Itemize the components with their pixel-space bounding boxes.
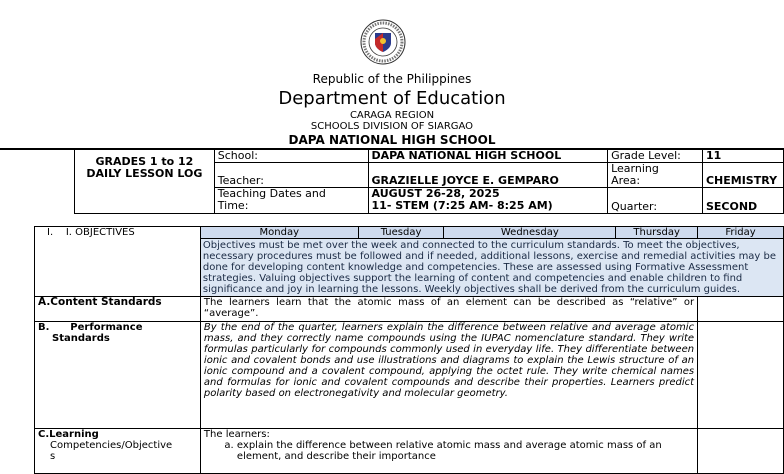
deped-seal-logo xyxy=(360,19,406,65)
dates-label xyxy=(214,188,368,214)
competencies-text xyxy=(200,429,697,474)
content-standards-label: A.Content Standards xyxy=(35,297,201,322)
school-value: DAPA NATIONAL HIGH SCHOOL xyxy=(368,150,608,163)
republic-line: Republic of the Philippines xyxy=(312,72,472,86)
grade-level-value: 11 xyxy=(702,150,783,163)
competencies-friday xyxy=(698,429,784,474)
grades-title-line2: DAILY LESSON LOG xyxy=(86,167,203,180)
teacher-value: GRAZIELLE JOYCE E. GEMPARO xyxy=(368,163,608,188)
lesson-info-table xyxy=(74,149,784,214)
teacher-label: Teacher: xyxy=(214,163,368,188)
performance-standards-text: By the end of the quarter, learners explain the difference between relative and average atomic mass, and they correctly name compounds using the IUPAC nomenclature standard. They write formulas particularly for compounds commonly used in everyday life. They differentiate between ionic and covalent bonds and use illustrations and diagrams to explain the Lewis structure of an ionic compound and a covalent compound, applying the octet rule. They write chemical names and formulas for ionic and covalent compounds and describe their properties. Learners predict polarity based on electronegativity and molecular geometry. xyxy=(200,322,697,429)
competency-item: a. explain the difference between relative atomic mass and average atomic mass of an element, and describe their importance xyxy=(237,440,694,462)
objectives-table xyxy=(34,226,784,474)
dates-label-line2: Time: xyxy=(217,199,249,212)
day-wednesday: Wednesday xyxy=(444,227,616,239)
grades-title xyxy=(75,150,215,214)
region-line: CARAGA REGION xyxy=(349,110,435,121)
time-value: 11- STEM (7:25 AM- 8:25 AM) xyxy=(371,199,553,212)
learning-area-label-line1: Learning xyxy=(611,162,659,175)
competencies-label-line2: Competencies/Objective xyxy=(50,440,173,451)
competencies-list xyxy=(204,440,694,462)
grade-level-label: Grade Level: xyxy=(608,150,703,163)
learning-area-label xyxy=(608,163,703,188)
competencies-intro: The learners: xyxy=(203,429,270,440)
division-line: SCHOOLS DIVISION OF SIARGAO xyxy=(310,121,474,132)
grades-title-line1: GRADES 1 to 12 xyxy=(95,155,194,168)
learning-area-value: CHEMISTRY xyxy=(702,163,783,188)
competencies-label xyxy=(35,429,201,474)
objectives-heading-text: I. OBJECTIVES xyxy=(65,227,135,238)
quarter-label: Quarter: xyxy=(608,188,703,214)
quarter-value: SECOND xyxy=(702,188,783,214)
objectives-heading xyxy=(35,227,201,297)
day-thursday: Thursday xyxy=(616,227,698,239)
dates-label-line1: Teaching Dates and xyxy=(217,187,326,200)
day-monday: Monday xyxy=(200,227,358,239)
objectives-note: Objectives must be met over the week and connected to the curriculum standards. To meet the objectives, necessary procedures must be followed and if needed, additional lessons, exercise and remedial activities may be done for developing content knowledge and competencies. These are assessed using Formative Assessment strategies. Valuing objectives support the learning of content and competencies and enable children to find significance and joy in learning the lessons. Weekly objectives shall be derived from the curriculum guides. xyxy=(200,239,783,297)
content-standards-friday xyxy=(698,297,784,322)
dates-value-line1: AUGUST 26-28, 2025 xyxy=(371,187,500,200)
learning-area-label-line2: Area: xyxy=(611,174,641,187)
department-title: Department of Education xyxy=(278,88,506,109)
dates-value xyxy=(368,188,608,214)
day-friday: Friday xyxy=(698,227,784,239)
performance-label-line2: Standards xyxy=(52,333,110,344)
competencies-label-line1: C.Learning xyxy=(38,429,99,440)
day-tuesday: Tuesday xyxy=(358,227,444,239)
school-name: DAPA NATIONAL HIGH SCHOOL xyxy=(288,133,496,147)
performance-standards-label xyxy=(35,322,201,429)
objectives-heading-num: I. xyxy=(47,227,54,238)
performance-label-line1: B. Performance xyxy=(38,322,143,333)
competencies-label-line3: s xyxy=(50,451,56,462)
performance-standards-friday xyxy=(698,322,784,429)
content-standards-text: The learners learn that the atomic mass of an element can be described as “relative” or “average”. xyxy=(200,297,697,322)
school-label: School: xyxy=(214,150,368,163)
